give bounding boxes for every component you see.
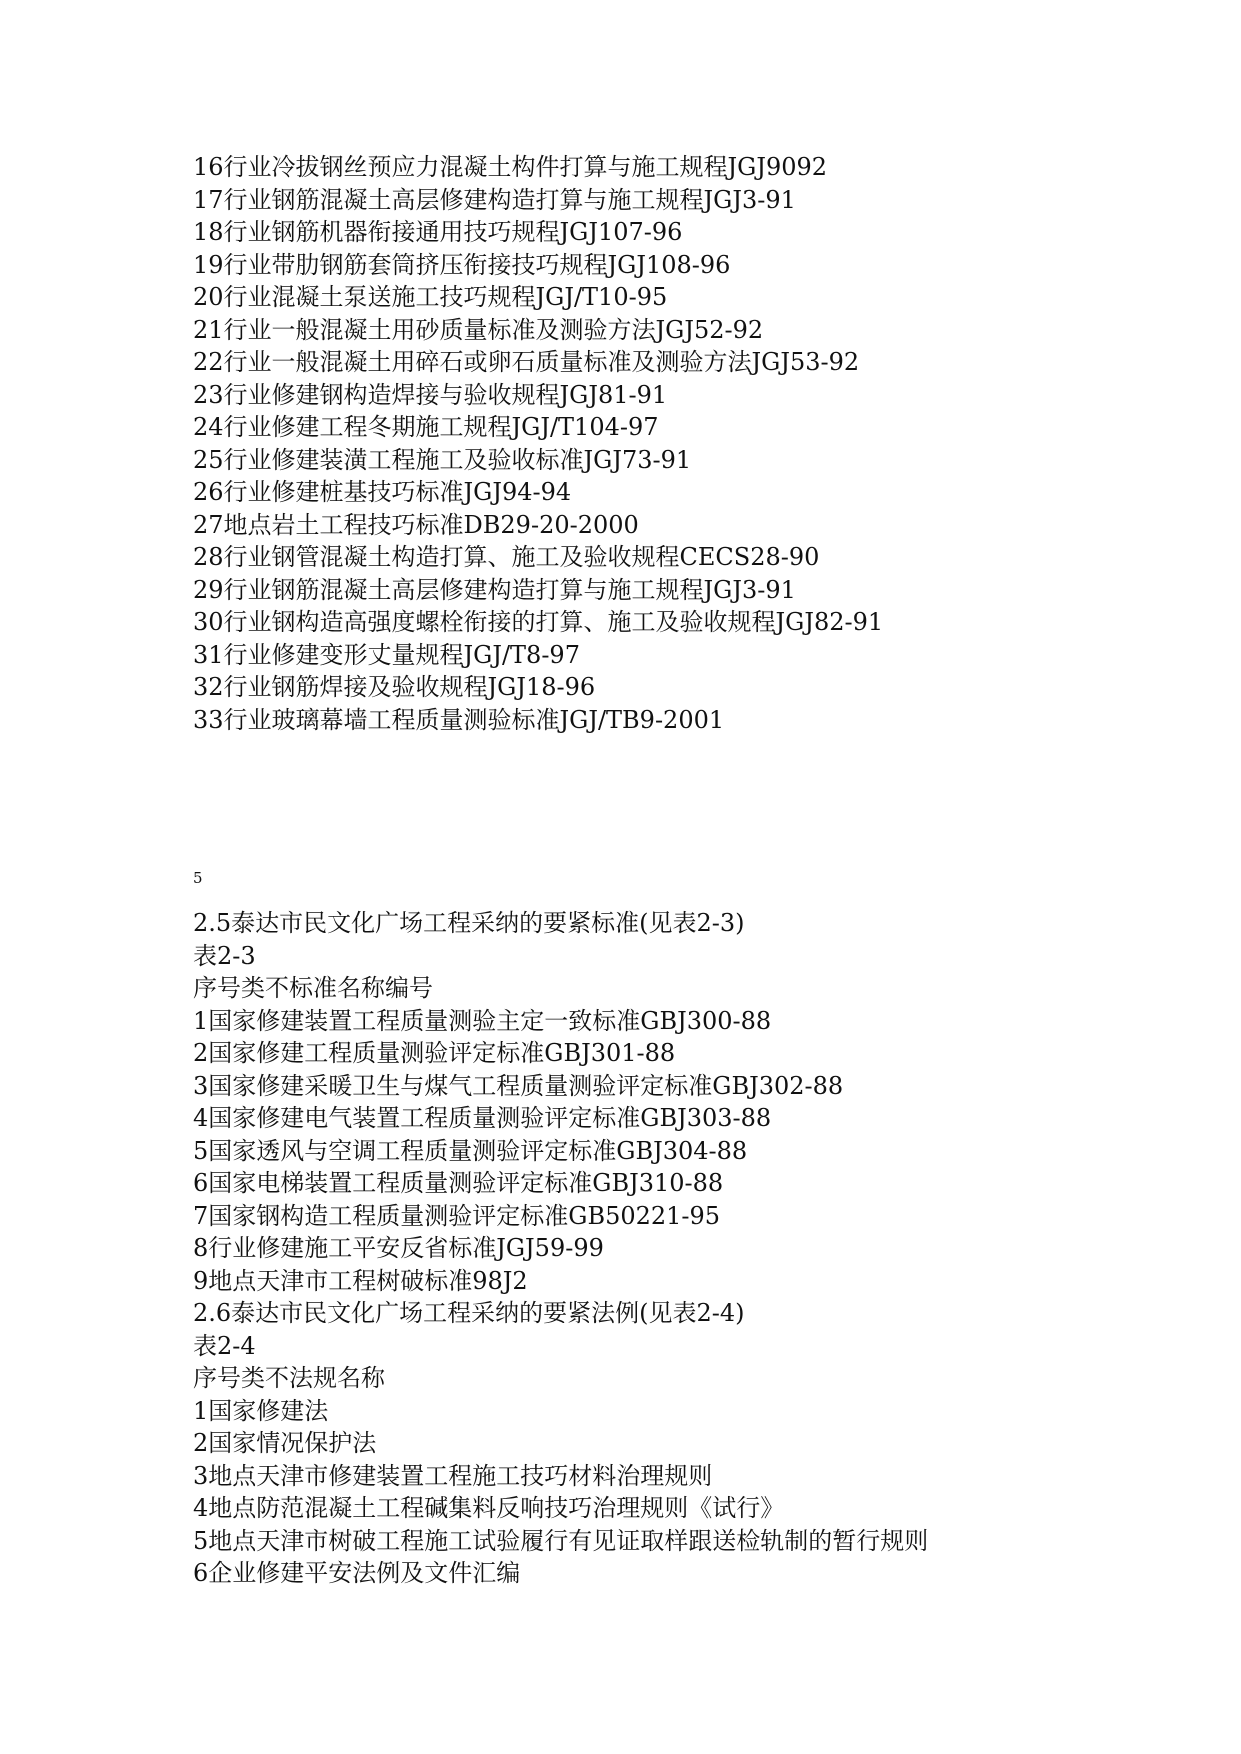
standards-and-regulations-section	[193, 907, 1193, 1590]
list-item: 22行业一般混凝土用碎石或卵石质量标准及测验方法JGJ53-92	[193, 348, 860, 376]
list-item: 19行业带肋钢筋套筒挤压衔接技巧规程JGJ108-96	[193, 250, 731, 279]
table-header: 序号类不法规名称	[193, 1364, 385, 1392]
list-item: 6企业修建平安法例及文件汇编	[193, 1559, 521, 1587]
list-item: 1国家修建法	[193, 1396, 329, 1425]
list-item: 4国家修建电气装置工程质量测验评定标准GBJ303-88	[193, 1104, 772, 1132]
list-item: 20行业混凝土泵送施工技巧规程JGJ/T10-95	[193, 283, 668, 311]
standards-list-continued	[193, 151, 1193, 736]
list-item: 2国家修建工程质量测验评定标准GBJ301-88	[193, 1039, 676, 1067]
list-item: 16行业冷拔钢丝预应力混凝土构件打算与施工规程JGJ9092	[193, 153, 828, 181]
table-caption: 表2-3	[193, 941, 256, 970]
list-item: 27地点岩土工程技巧标准DB29-20-2000	[193, 510, 639, 539]
list-item: 5国家透风与空调工程质量测验评定标准GBJ304-88	[193, 1136, 748, 1165]
list-item: 6国家电梯装置工程质量测验评定标准GBJ310-88	[193, 1169, 724, 1197]
list-item: 3国家修建采暖卫生与煤气工程质量测验评定标准GBJ302-88	[193, 1071, 844, 1100]
list-item: 2国家情况保护法	[193, 1429, 377, 1457]
list-item: 33行业玻璃幕墙工程质量测验标准JGJ/TB9-2001	[193, 705, 725, 734]
section-heading: 2.5泰达市民文化广场工程采纳的要紧标准(见表2-3)	[193, 909, 745, 937]
page-number: 5	[193, 869, 203, 887]
list-item: 31行业修建变形丈量规程JGJ/T8-97	[193, 640, 580, 669]
list-item: 32行业钢筋焊接及验收规程JGJ18-96	[193, 673, 596, 701]
list-item: 23行业修建钢构造焊接与验收规程JGJ81-91	[193, 380, 668, 409]
list-item: 4地点防范混凝土工程碱集料反响技巧治理规则《试行》	[193, 1494, 785, 1522]
list-item: 21行业一般混凝土用砂质量标准及测验方法JGJ52-92	[193, 315, 764, 344]
list-item: 1国家修建装置工程质量测验主定一致标准GBJ300-88	[193, 1006, 772, 1035]
list-item: 5地点天津市树破工程施工试验履行有见证取样跟送检轨制的暂行规则	[193, 1526, 929, 1555]
list-item: 29行业钢筋混凝土高层修建构造打算与施工规程JGJ3-91	[193, 575, 796, 604]
section-heading: 2.6泰达市民文化广场工程采纳的要紧法例(见表2-4)	[193, 1299, 745, 1327]
list-item: 17行业钢筋混凝土高层修建构造打算与施工规程JGJ3-91	[193, 185, 796, 214]
list-item: 26行业修建桩基技巧标准JGJ94-94	[193, 478, 572, 506]
list-item: 24行业修建工程冬期施工规程JGJ/T104-97	[193, 413, 659, 441]
list-item: 8行业修建施工平安反省标准JGJ59-99	[193, 1234, 604, 1262]
table-header: 序号类不标准名称编号	[193, 974, 433, 1002]
list-item: 3地点天津市修建装置工程施工技巧材料治理规则	[193, 1461, 713, 1490]
list-item: 25行业修建装潢工程施工及验收标准JGJ73-91	[193, 445, 692, 474]
list-item: 30行业钢构造高强度螺栓衔接的打算、施工及验收规程JGJ82-91	[193, 608, 884, 636]
list-item: 7国家钢构造工程质量测验评定标准GB50221-95	[193, 1201, 721, 1230]
list-item: 18行业钢筋机器衔接通用技巧规程JGJ107-96	[193, 218, 683, 246]
list-item: 28行业钢管混凝土构造打算、施工及验收规程CECS28-90	[193, 543, 820, 571]
list-item: 9地点天津市工程树破标准98J2	[193, 1266, 528, 1295]
table-caption: 表2-4	[193, 1331, 256, 1360]
